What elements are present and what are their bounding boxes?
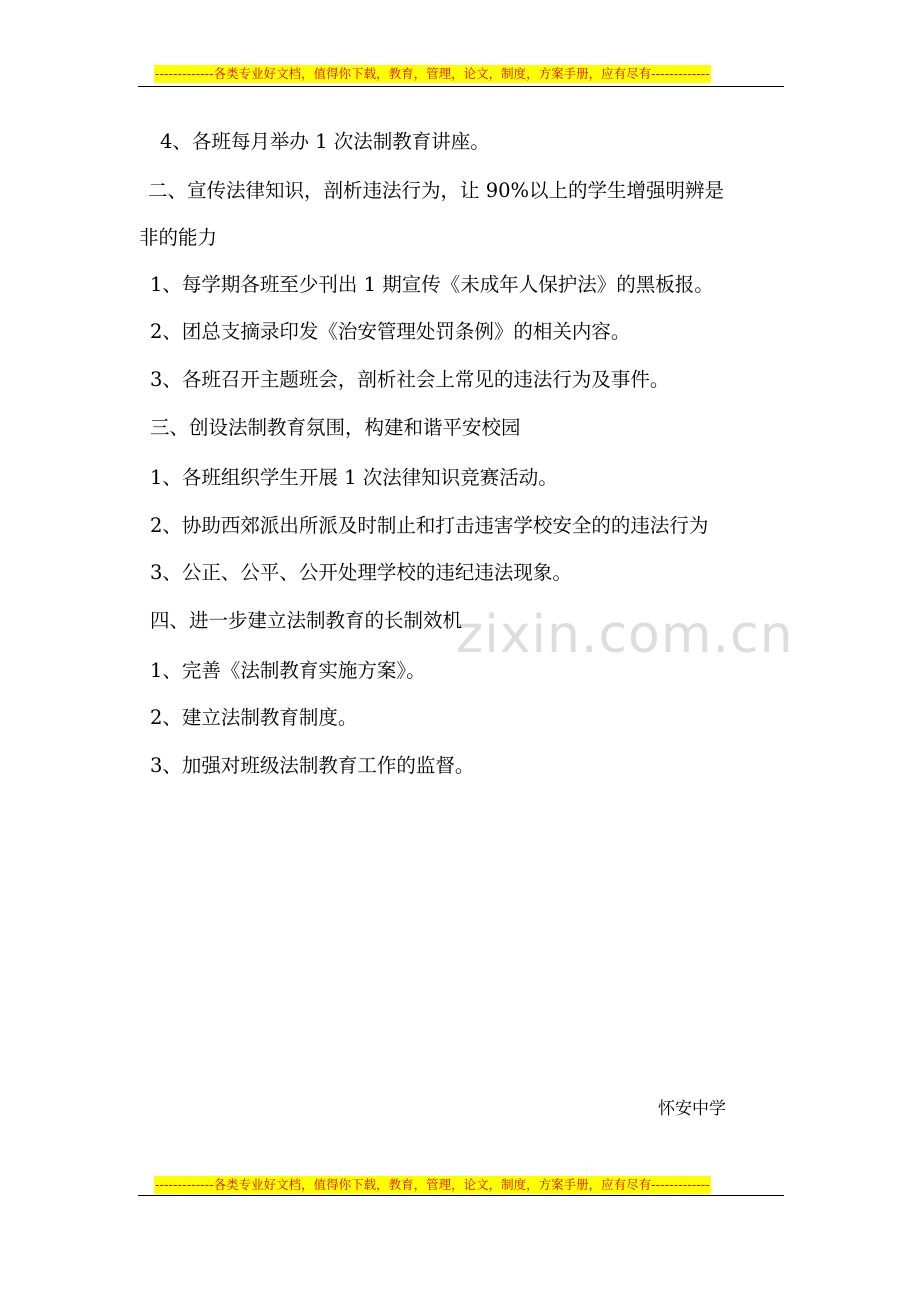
body-line-2-2: 2、团总支摘录印发《治安管理处罚条例》的相关内容。 <box>150 320 631 343</box>
body-line-4-2: 2、建立法制教育制度。 <box>150 706 358 729</box>
footer-banner: -------------各类专业好文档，值得你下载，教育，管理，论文，制度，方案手册，应有尽有------------- <box>155 1177 710 1192</box>
section-heading-2: 二、宣传法律知识，剖析违法行为，让 90%以上的学生增强明辨是 <box>148 179 725 202</box>
body-line-1: 4、各班每月举办 1 次法制教育讲座。 <box>160 130 490 153</box>
body-line-3-2: 2、协助西郊派出所派及时制止和打击违害学校安全的的违法行为 <box>150 514 709 537</box>
section-heading-3: 三、创设法制教育氛围，构建和谐平安校园 <box>150 416 521 439</box>
body-line-3-1: 1、各班组织学生开展 1 次法律知识竞赛活动。 <box>150 466 558 489</box>
section-heading-4: 四、进一步建立法制教育的长制效机 <box>150 609 463 632</box>
body-line-2-3: 3、各班召开主题班会，剖析社会上常见的违法行为及事件。 <box>150 368 670 391</box>
body-line-2-1: 1、每学期各班至少刊出 1 期宣传《未成年人保护法》的黑板报。 <box>150 273 714 296</box>
body-line-4-1: 1、完善《法制教育实施方案》。 <box>150 659 426 682</box>
header-rule <box>138 86 784 87</box>
header-banner: -------------各类专业好文档，值得你下载，教育，管理，论文，制度，方案手册，应有尽有------------- <box>155 66 710 81</box>
watermark: zixin.com.cn <box>456 605 794 665</box>
body-line-3-3: 3、公正、公平、公开处理学校的违纪违法现象。 <box>150 561 572 584</box>
footer-rule <box>138 1195 784 1196</box>
section-heading-2-cont: 非的能力 <box>139 226 218 249</box>
body-line-4-3: 3、加强对班级法制教育工作的监督。 <box>150 754 475 777</box>
signature-school-name: 怀安中学 <box>658 1099 726 1119</box>
